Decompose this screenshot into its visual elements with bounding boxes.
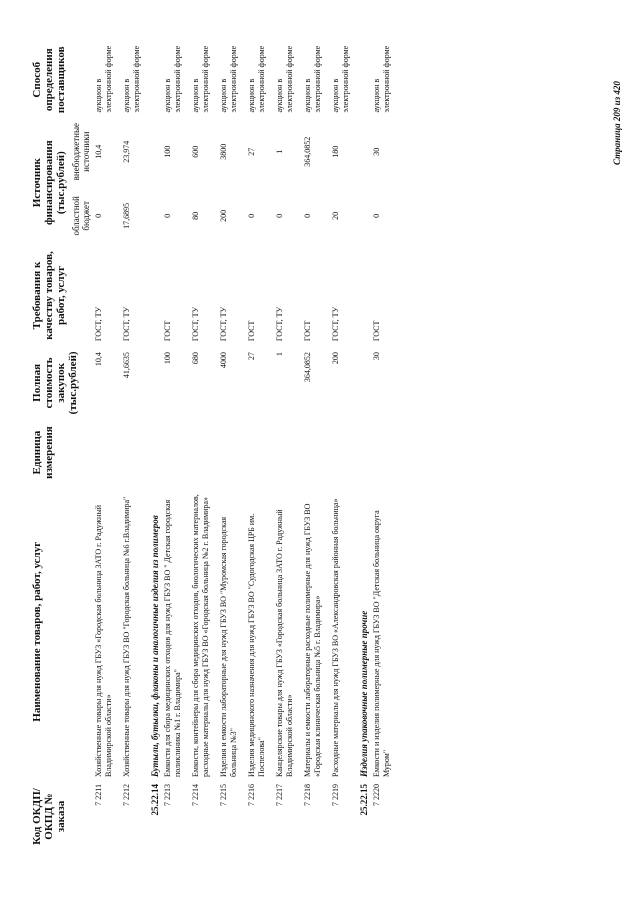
section-row	[148, 41, 161, 853]
item-name: Хозяйственные товары для нужд ГБУЗ «Городская больница ЗАТО г. Радужный Владимирской области»	[94, 505, 113, 777]
section-title: Бутыли, бутылки, флаконы и аналогичные изделия из полимеров	[150, 515, 160, 777]
table-row	[301, 41, 329, 853]
quality-requirements: ГОСТ, ТУ	[191, 306, 200, 342]
regional-budget: 0	[247, 213, 256, 218]
unit-cell	[189, 422, 217, 484]
quality-requirements: ГОСТ	[247, 320, 256, 342]
regional-budget: 0	[372, 213, 381, 218]
regional-budget: 80	[191, 211, 200, 220]
section-code: 25.22.14	[150, 784, 160, 816]
section-code: 25.22.15	[359, 784, 369, 816]
regional-budget: 0	[275, 213, 284, 218]
header-requirements: Требования к качеству товаров, работ, услуг	[31, 251, 67, 340]
unit-cell	[120, 422, 148, 484]
section-title: Изделия упаковочные полимерные прочие	[359, 610, 369, 777]
quality-requirements: ГОСТ, ТУ	[219, 306, 228, 342]
quality-requirements: ГОСТ, ТУ	[94, 306, 103, 342]
table-row	[189, 41, 217, 853]
item-name: Емкости, контейнеры для сбора медицинских отходов, биологических материалов, расходные материалы для нужд ГБУЗ ВО «Городская больница №2 г. Владимира»	[191, 494, 210, 777]
item-name: Материалы и емкости лабораторные расходные полимерные для нужд ГБУЗ ВО «Городская клиническая больница №5 г. Владимира»	[303, 503, 322, 777]
item-name: Хозяйственные товары для нужд ГБУЗ ВО "Городская больница №6 г.Владимира"	[122, 496, 131, 777]
procurement-method: аукцион в электронной форме	[247, 45, 266, 113]
regional-budget: 17,6895	[122, 202, 131, 229]
header-name: Наименование товаров, работ, услуг	[31, 541, 43, 722]
order-code: 7 2217	[275, 784, 284, 806]
total-cost: 27	[247, 352, 256, 361]
procurement-method: аукцион в электронной форме	[219, 45, 238, 113]
quality-requirements: ГОСТ	[372, 320, 381, 342]
extra-budget: 364,0852	[303, 136, 312, 167]
page-number: Страница 209 из 420	[612, 81, 622, 165]
extra-budget: 23,974	[122, 140, 131, 163]
table-row	[92, 41, 120, 853]
table-row	[273, 41, 301, 853]
regional-budget: 0	[163, 213, 172, 218]
procurement-method: аукцион в электронной форме	[275, 45, 294, 113]
unit-cell	[370, 422, 398, 484]
unit-cell	[273, 422, 301, 484]
item-name: Изделия медицинского назначения для нужд ГБУЗ ВО "Судогодская ЦРБ им. Поспелова"	[247, 513, 266, 777]
procurement-method: аукцион в электронной форме	[303, 45, 322, 113]
unit-cell	[301, 422, 329, 484]
extra-budget: 1	[275, 149, 284, 154]
regional-budget: 0	[303, 213, 312, 218]
order-code: 7 2218	[303, 784, 312, 806]
table-row	[120, 41, 148, 853]
order-code: 7 2213	[163, 784, 172, 806]
order-code: 7 2216	[247, 784, 256, 806]
extra-budget: 600	[191, 145, 200, 158]
total-cost: 364,0852	[303, 352, 312, 383]
item-name: Емкости и изделия полимерные для нужд ГБУЗ ВО "Детская больница округа Муром"	[372, 510, 391, 777]
procurement-table	[28, 41, 398, 853]
unit-cell	[329, 422, 357, 484]
table-row	[161, 41, 189, 853]
item-name: Емкости для сбора медицинских отходов для нужд ГБУЗ ВО " Детская городская поликлиника №1 г. Владимира"	[163, 499, 182, 777]
unit-cell	[92, 422, 120, 484]
quality-requirements: ГОСТ, ТУ	[331, 306, 340, 342]
header-source-extra: внебюджетные источники	[71, 123, 91, 181]
total-cost: 1	[275, 352, 284, 357]
unit-cell	[245, 422, 273, 484]
quality-requirements: ГОСТ, ТУ	[122, 306, 131, 342]
regional-budget: 200	[219, 209, 228, 222]
total-cost: 680	[191, 352, 200, 365]
total-cost: 10,4	[94, 352, 103, 367]
procurement-method: аукцион в электронной форме	[122, 45, 141, 113]
quality-requirements: ГОСТ	[303, 320, 312, 342]
table-row	[245, 41, 273, 853]
order-code: 7 2211	[94, 784, 103, 806]
total-cost: 30	[372, 352, 381, 361]
order-code: 7 2212	[122, 784, 131, 806]
header-source: Источник финансирования (тыс.рублей)	[31, 140, 67, 226]
item-name: Канцелярские товары для нужд ГБУЗ «Городская больница ЗАТО г. Радужный Владимирской области»	[275, 509, 294, 777]
unit-cell	[161, 422, 189, 484]
extra-budget: 10,4	[94, 144, 103, 159]
total-cost: 100	[163, 352, 172, 365]
header-source-regional: областной бюджет	[71, 196, 91, 236]
total-cost: 41,6635	[122, 352, 131, 379]
extra-budget: 3800	[219, 143, 228, 160]
section-row	[357, 41, 370, 853]
unit-cell	[217, 422, 245, 484]
procurement-method: аукцион в электронной форме	[163, 45, 182, 113]
regional-budget: 0	[94, 213, 103, 218]
order-code: 7 2214	[191, 784, 200, 806]
quality-requirements: ГОСТ, ТУ	[275, 306, 284, 342]
total-cost: 200	[331, 352, 340, 365]
procurement-method: аукцион в электронной форме	[191, 45, 210, 113]
order-code: 7 2219	[331, 784, 340, 806]
table-row	[217, 41, 245, 853]
procurement-method: аукцион в электронной форме	[372, 45, 391, 113]
item-name: Расходные материалы для нужд ГБУЗ ВО «Александровская районная больница»	[331, 498, 340, 777]
header-method: Способ определения поставщиков	[31, 46, 67, 114]
table-row	[370, 41, 398, 853]
extra-budget: 180	[331, 145, 340, 158]
order-code: 7 2220	[372, 784, 381, 806]
extra-budget: 100	[163, 145, 172, 158]
quality-requirements: ГОСТ	[163, 320, 172, 342]
procurement-method: аукцион в электронной форме	[331, 45, 350, 113]
total-cost: 4000	[219, 352, 228, 369]
header-unit: Единица измерения	[31, 426, 55, 479]
order-code: 7 2215	[219, 784, 228, 806]
header-code: Код ОКДП/ ОКПД № заказа	[31, 788, 67, 845]
procurement-method: аукцион в электронной форме	[94, 45, 113, 113]
table-row	[329, 41, 357, 853]
table-body	[92, 41, 398, 853]
header-cost: Полная стоимость закупок (тыс.рублей)	[31, 351, 79, 415]
item-name: Изделия и емкости лабораторные для нужд ГБУЗ ВО "Муромская городская больница №3"	[219, 516, 238, 777]
extra-budget: 27	[247, 147, 256, 156]
regional-budget: 20	[331, 211, 340, 220]
extra-budget: 30	[372, 147, 381, 156]
